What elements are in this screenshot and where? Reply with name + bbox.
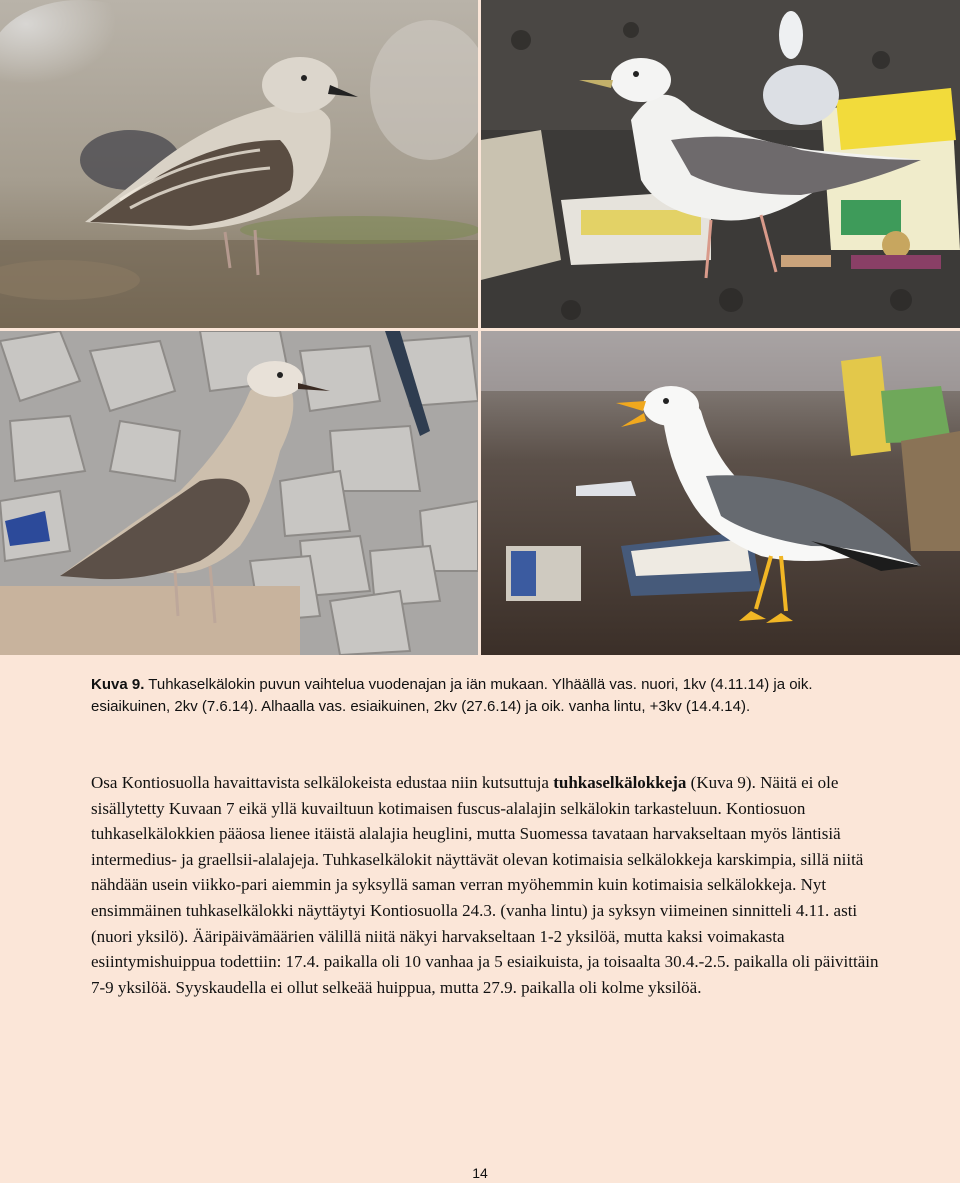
paragraph-text-start: Osa Kontiosuolla havaittavista selkälokeista edustaa niin kutsuttuja [91,773,554,792]
photo-immature-gull-gravel [0,331,478,655]
term-tuhkaselkalokkeja: tuhkaselkälokkeja [553,773,687,792]
article-paragraph [91,770,881,1000]
figure-caption-text: Tuhkaselkälokin puvun vaihtelua vuodenajan ja iän mukaan. Ylhäällä vas. nuori, 1kv (4.11.14) ja oik. esiaikuinen, 2kv (7.6.14). Alhaalla vas. esiaikuinen, 2kv (27.6.14) ja oik. vanha lintu, +3kv (14.4.14). [91,676,813,715]
photo-juvenile-gull [0,0,478,328]
photo-immature-gull-landfill [481,0,960,328]
page-number: 14 [472,1165,488,1181]
figure-caption-label: Kuva 9. [91,676,145,693]
figure-caption [91,674,871,718]
photo-adult-gull [481,331,960,655]
paragraph-text-rest: (Kuva 9). Näitä ei ole sisällytetty Kuvaan 7 eikä yllä kuvailtuun kotimaisen fuscus-alalajin selkälokin tarkasteluun. Kontiosuon tuhkaselkälokkien pääosa lienee itäistä alalajia heuglini, mutta Suomessa tavataan harvakseltaan myös läntisiä intermedius- ja graellsii-alalajeja. Tuhkaselkälokit näyttävät olevan kotimaisia selkälokkeja karskimpia, sillä niitä nähdään usein viikko-pari aiemmin ja syksyllä saman verran myöhemmin kuin kotimaisia selkälokkeja. Nyt ensimmäinen tuhkaselkälokki näyttäytyi Kontiosuolla 24.3. (vanha lintu) ja syksyn viimeinen sinnitteli 4.11. asti (nuori yksilö). Ääripäivämäärien välillä niitä näkyi harvakseltaan 1-2 yksilöä, mutta kaksi voimakasta esiintymishuippua todettiin: 17.4. paikalla oli 10 vanhaa ja 5 esiaikuista, ja toisaalta 30.4.-2.5. paikalla oli päivittäin 7-9 yksilöä. Syyskaudella ei ollut selkeää huippua, mutta 27.9. paikalla oli kolme yksilöä. [91,773,879,997]
